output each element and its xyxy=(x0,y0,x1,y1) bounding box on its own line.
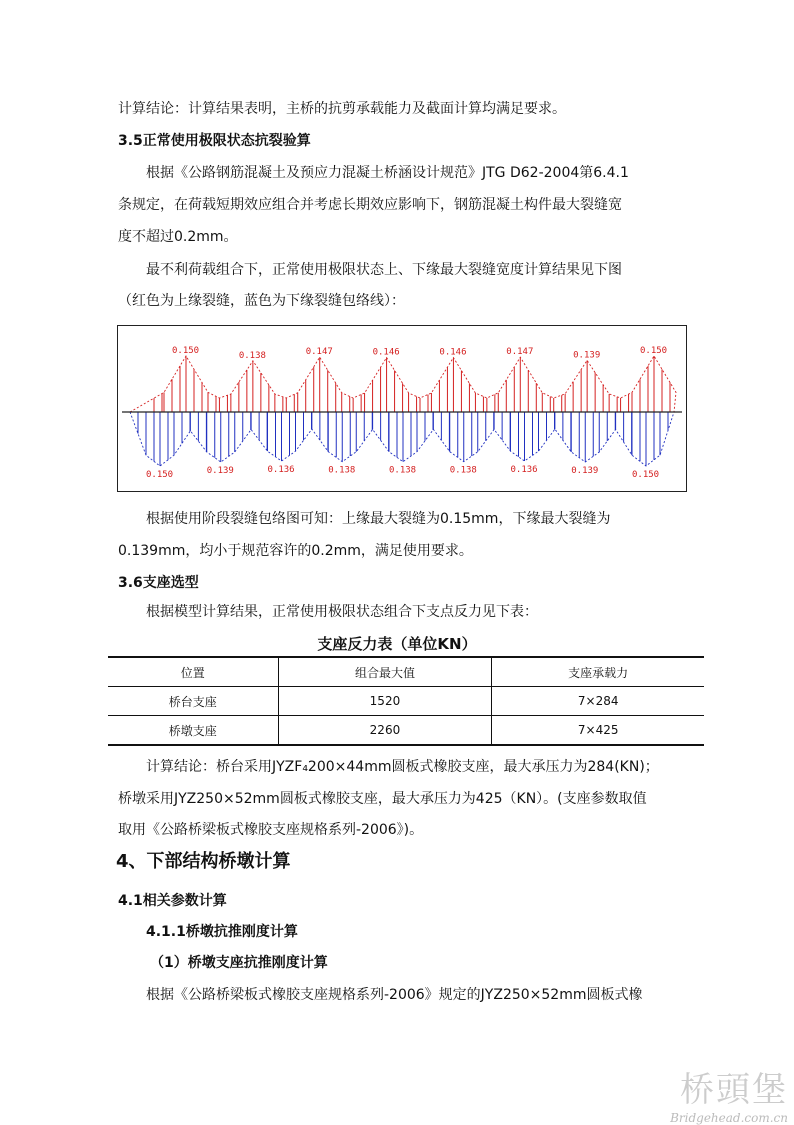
table-row xyxy=(108,687,704,716)
upper-crack-label: 0.139 xyxy=(573,350,601,361)
cell-max-combo: 1520 xyxy=(278,687,492,716)
lower-crack-label: 0.136 xyxy=(267,464,295,475)
cell-capacity: 7×284 xyxy=(492,687,704,716)
para-crack-1: 根据《公路钢筋混凝土及预应力混凝土桥涵设计规范》JTG D62-2004第6.4.1 xyxy=(146,165,629,181)
section-heading-4-1: 4.1相关参数计算 xyxy=(118,893,227,909)
lower-crack-label: 0.150 xyxy=(146,470,174,480)
upper-envelope-group xyxy=(130,356,676,412)
upper-crack-label: 0.138 xyxy=(238,350,266,361)
section-heading-4-1-1: 4.1.1桥墩抗推刚度计算 xyxy=(146,924,298,940)
cell-max-combo: 2260 xyxy=(278,716,492,746)
section-heading-3-6: 3.6支座选型 xyxy=(118,575,199,591)
cell-capacity: 7×425 xyxy=(492,716,704,746)
para-crack-5: （红色为上缘裂缝，蓝色为下缘裂缝包络线）： xyxy=(118,293,405,309)
conclusion-bearing-3: 取用《公路桥梁板式橡胶支座规格系列-2006》)。 xyxy=(118,822,424,838)
para-result-2: 0.139mm，均小于规范容许的0.2mm，满足使用要求。 xyxy=(118,543,473,559)
para-crack-2: 条规定，在荷载短期效应组合并考虑长期效应影响下，钢筋混凝土构件最大裂缝宽 xyxy=(118,197,622,213)
header-position: 位置 xyxy=(180,665,205,680)
lower-crack-label: 0.136 xyxy=(510,464,538,475)
upper-crack-label: 0.146 xyxy=(439,347,467,358)
lower-crack-label: 0.139 xyxy=(571,466,599,477)
lower-crack-label: 0.138 xyxy=(449,465,477,476)
lower-envelope-group xyxy=(130,412,674,466)
crack-envelope-chart xyxy=(117,325,687,492)
bridgehead-watermark xyxy=(670,1062,788,1125)
upper-crack-label: 0.146 xyxy=(372,347,400,358)
upper-crack-label: 0.150 xyxy=(640,346,668,356)
para-crack-4: 最不利荷载组合下，正常使用极限状态上、下缘最大裂缝宽度计算结果见下图 xyxy=(146,262,622,278)
table-row xyxy=(108,716,704,746)
para-bearing-1: 根据模型计算结果，正常使用极限状态组合下支点反力见下表： xyxy=(146,604,538,620)
table-header-row xyxy=(108,657,704,687)
conclusion-bearing-1: 计算结论：桥台采用JYZF₄200×44mm圆板式橡胶支座，最大承压力为284(KN)； xyxy=(146,759,659,775)
watermark-site: Bridgehead.com.cn xyxy=(670,1111,788,1125)
lower-crack-label: 0.138 xyxy=(328,465,356,476)
section-heading-3-5: 3.5正常使用极限状态抗裂验算 xyxy=(118,133,311,149)
conclusion-shear: 计算结论：计算结果表明，主桥的抗剪承载能力及截面计算均满足要求。 xyxy=(118,101,566,117)
para-crack-3: 度不超过0.2mm。 xyxy=(118,229,238,245)
lower-envelope-line xyxy=(130,412,674,466)
section-heading-4-1-1-1: （1）桥墩支座抗推刚度计算 xyxy=(150,955,328,971)
header-max-combo: 组合最大值 xyxy=(278,657,492,687)
lower-crack-label: 0.139 xyxy=(206,466,234,477)
conclusion-bearing-2: 桥墩采用JYZ250×52mm圆板式橡胶支座，最大承压力为425（KN）。(支座参数取值 xyxy=(118,791,647,807)
cell-position: 桥台支座 xyxy=(168,694,217,709)
chapter-heading-4: 4、下部结构桥墩计算 xyxy=(116,851,291,872)
para-pier-stiffness: 根据《公路桥梁板式橡胶支座规格系列-2006》规定的JYZ250×52mm圆板式橡 xyxy=(146,987,643,1003)
table-title: 支座反力表（单位KN） xyxy=(317,635,477,653)
header-capacity: 支座承载力 xyxy=(492,657,704,687)
para-result-1: 根据使用阶段裂缝包络图可知：上缘最大裂缝为0.15mm，下缘最大裂缝为 xyxy=(146,511,611,527)
upper-crack-label: 0.147 xyxy=(506,347,534,358)
lower-crack-label: 0.138 xyxy=(389,465,417,476)
cell-position: 桥墩支座 xyxy=(168,723,217,738)
upper-crack-label: 0.150 xyxy=(172,346,200,356)
lower-crack-label: 0.150 xyxy=(632,470,660,480)
watermark-logo-cn: 桥頭堡 xyxy=(680,1070,788,1110)
upper-crack-label: 0.147 xyxy=(305,347,333,358)
bearing-reaction-table xyxy=(108,656,704,746)
